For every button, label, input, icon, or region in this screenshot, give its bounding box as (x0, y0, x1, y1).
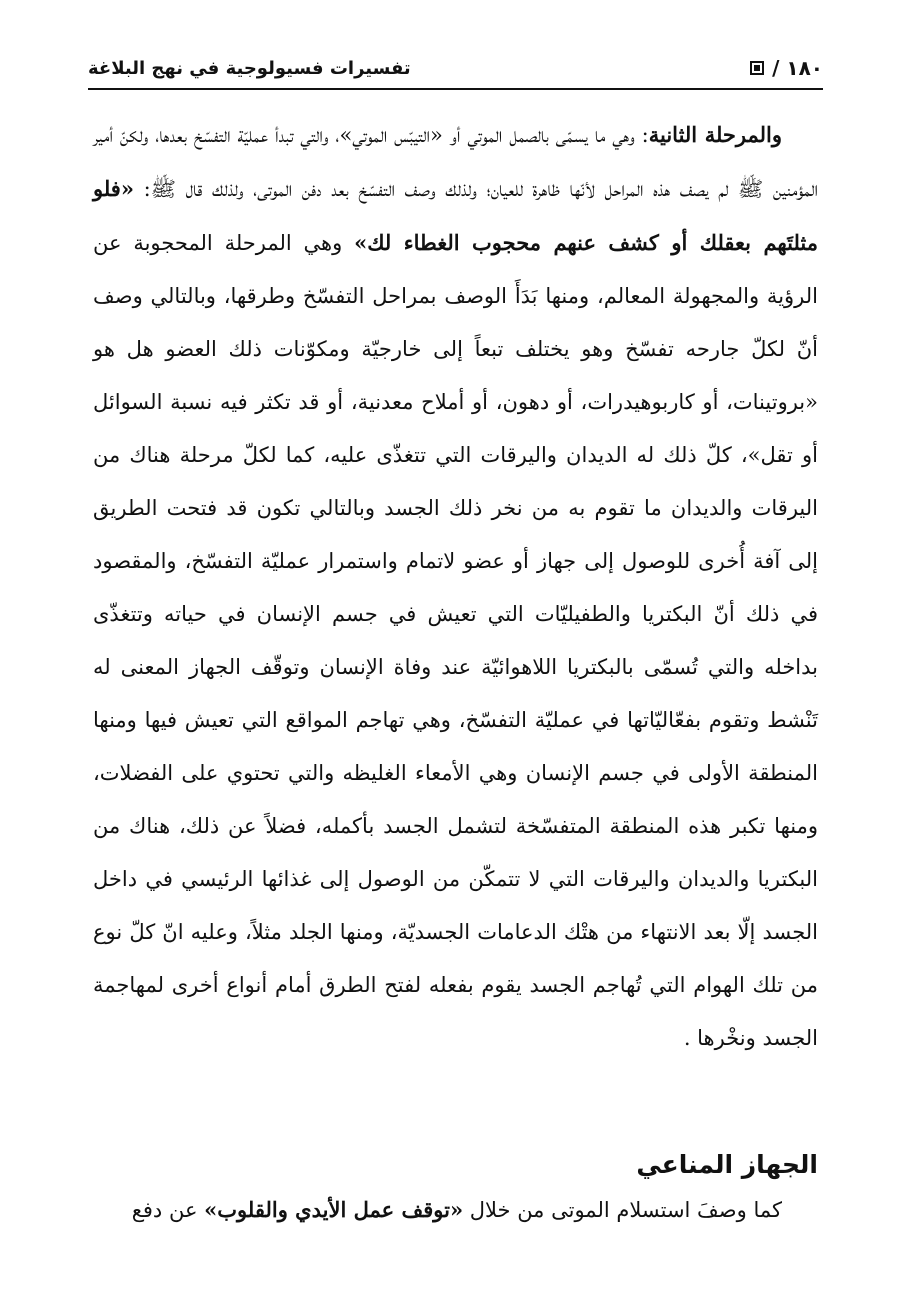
paragraph-quote: «فلو مثلتَهم بعقلك أو كشف عنهم محجوب الغطاء لك» (93, 176, 818, 255)
page-number-text: ١٨٠ / (772, 56, 823, 80)
section-heading: الجهاز المناعي (636, 1150, 818, 1179)
page-header (88, 48, 823, 90)
section-quote: «توقف عمل الأيدي والقلوب» (204, 1197, 464, 1222)
book-title: تفسيرات فسيولوجية في نهج البلاغة (88, 57, 411, 79)
paragraph-1 (93, 108, 818, 1065)
square-ornament-icon (750, 61, 764, 75)
section-text-end: عن دفع (131, 1198, 205, 1222)
page-number (750, 56, 823, 80)
paragraph-lead: والمرحلة الثانية (648, 122, 782, 147)
paragraph-text-continued: وهي المرحلة المحجوبة عن الرؤية والمجهولة المعالم، ومنها بَدَأَ الوصف بمراحل التفسّخ وطرقها، وبالتالي وصف أنّ لكلّ جارحه تفسّخ وهو يختلف تبعاً إلى خارجيّة ومكوّنات ذلك العضو هل هو «بروتينات، أو كاربوهيدرات، أو دهون، أو أملاح معدنية، أو قد تكثر فيه نسبة السوائل أو تقل»، كلّ ذلك له الديدان واليرقات التي تتغذّى عليه، كما لكلّ مرحلة هناك من اليرقات والديدان ما تقوم به من نخر ذلك الجسد وبالتالي تكون قد فتحت الطريق إلى آفة أُخرى للوصول إلى جهاز أو عضو لاتمام واستمرار عمليّة التفسّخ، والمقصود في ذلك أنّ البكتريا والطفيليّات التي تعيش في جسم الإنسان في حياته وتتغذّى بداخله والتي تُسمّى بالبكتريا اللاهوائيّة عند وفاة الإنسان وتوقّف الجهاز المعنى له تَنْشط وتقوم بفعّاليّاتها في عمليّة التفسّخ، وهي تهاجم المواقع التي تعيش فيها ومنها المنطقة الأولى في جسم الإنسان وهي الأمعاء الغليظه والتي تحتوي على الفضلات، ومنها تكبر هذه المنطقة المتفسّخة لتشمل الجسد بأكمله، فضلاً عن ذلك، هناك من البكتريا والديدان واليرقات التي لا تتمكّن من الوصول إلى غذائها الرئيسي في داخل الجسد إلّا بعد الانتهاء من هتْك الدعامات الجسديّة، ومنها الجلد مثلاً، وعليه انّ كلّ نوع من تلك الهوام التي تُهاجم الجسد يقوم بفعله لفتح الطرق أمام أنواع أخرى لمهاجمة الجسد ونخْرها . (93, 231, 818, 1050)
paragraph-text: : وهي ما يسمّى بالصمل الموتي أو «التيبّس الموتي»، والتي تبدأ عمليّة التفسّخ بعدها، ولكنّ أمير المؤمنين ﷺ لم يصف هذه المراحل لأنّها ظاهرة للعيان؛ ولذلك وصف التفسّخ بعد دفن الموتى، ولذلك قال ﷺ: (93, 123, 818, 201)
main-paragraph (93, 108, 818, 1065)
section-paragraph (93, 1190, 818, 1230)
section-text-start: كما وصفَ استسلام الموتى من خلال (463, 1198, 782, 1222)
